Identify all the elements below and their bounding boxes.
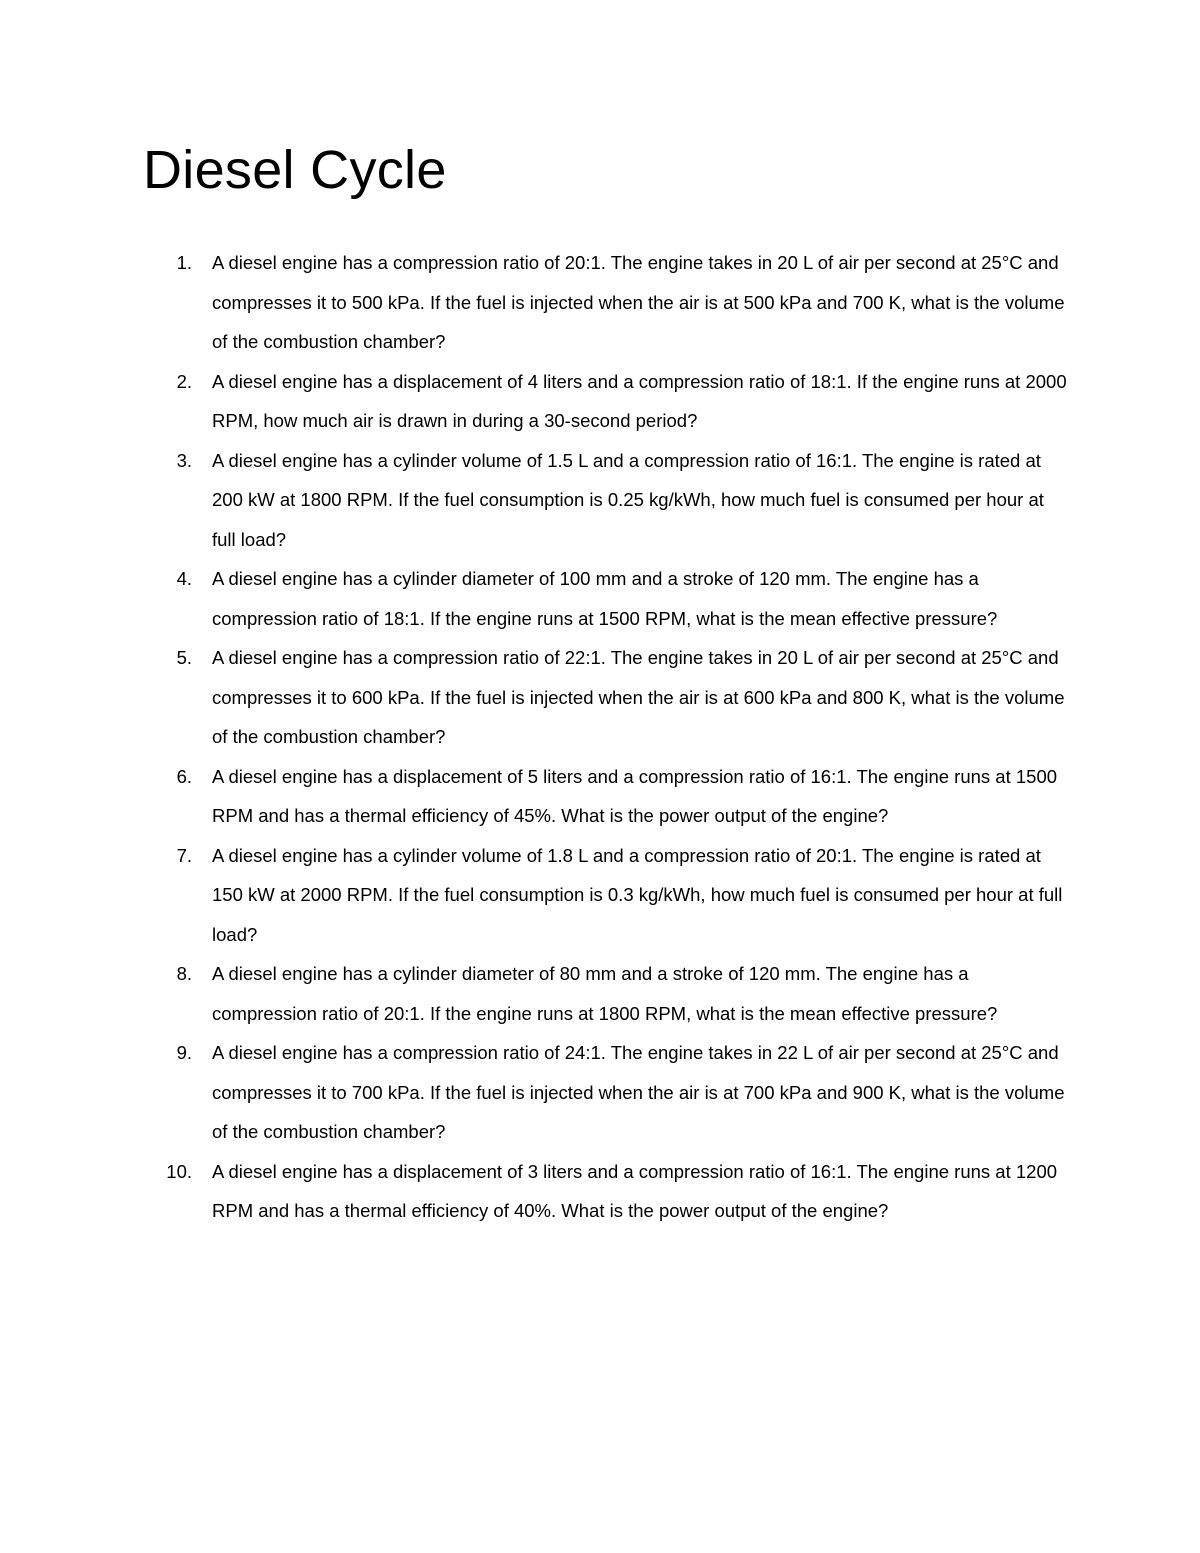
document-title: Diesel Cycle: [143, 140, 447, 200]
question-item: [0, 757, 1072, 836]
question-number: 9.: [176, 1042, 192, 1063]
question-text: A diesel engine has a compression ratio of 24:1. The engine takes in 22 L of air per second at 25°C and compresses it to 700 kPa. If the fuel is injected when the air is at 700 kPa and 900 K, what is the volume of the combustion chamber?: [212, 1042, 1065, 1142]
question-number: 8.: [176, 963, 192, 984]
question-text: A diesel engine has a cylinder diameter of 80 mm and a stroke of 120 mm. The engine has a compression ratio of 20:1. If the engine runs at 1800 RPM, what is the mean effective pressure?: [212, 963, 998, 1024]
question-list: [0, 243, 1200, 1231]
question-item: [0, 954, 1072, 1033]
question-text: A diesel engine has a cylinder volume of 1.5 L and a compression ratio of 16:1. The engine is rated at 200 kW at 1800 RPM. If the fuel consumption is 0.25 kg/kWh, how much fuel is consumed per hour at full load?: [212, 449, 1044, 550]
question-item: [0, 243, 1072, 362]
question-item: [0, 836, 1072, 955]
question-item: [0, 638, 1072, 757]
question-text: A diesel engine has a displacement of 5 liters and a compression ratio of 16:1. The engine runs at 1500 RPM and has a thermal efficiency of 45%. What is the power output of the engine?: [212, 765, 1058, 826]
question-item: [0, 362, 1072, 441]
question-number: 3.: [176, 449, 192, 471]
question-number: 2.: [176, 370, 192, 392]
question-number: 7.: [176, 844, 192, 866]
question-text: A diesel engine has a displacement of 3 liters and a compression ratio of 16:1. The engine runs at 1200 RPM and has a thermal efficiency of 40%. What is the power output of the engine?: [212, 1160, 1058, 1221]
question-text: A diesel engine has a cylinder volume of 1.8 L and a compression ratio of 20:1. The engine is rated at 150 kW at 2000 RPM. If the fuel consumption is 0.3 kg/kWh, how much fuel is consumed per hour at full load?: [212, 844, 1063, 945]
question-number: 4.: [176, 568, 192, 589]
question-item: [0, 1152, 1072, 1231]
question-number: 6.: [176, 765, 192, 787]
question-item: [0, 1033, 1072, 1152]
question-item: [0, 559, 1072, 638]
question-text: A diesel engine has a compression ratio of 22:1. The engine takes in 20 L of air per second at 25°C and compresses it to 600 kPa. If the fuel is injected when the air is at 600 kPa and 800 K, what is the volume of the combustion chamber?: [212, 647, 1065, 747]
question-text: A diesel engine has a cylinder diameter of 100 mm and a stroke of 120 mm. The engine has a compression ratio of 18:1. If the engine runs at 1500 RPM, what is the mean effective pressure?: [212, 568, 998, 629]
question-number: 5.: [176, 647, 192, 668]
question-number: 10.: [166, 1160, 192, 1182]
question-text: A diesel engine has a compression ratio of 20:1. The engine takes in 20 L of air per second at 25°C and compresses it to 500 kPa. If the fuel is injected when the air is at 500 kPa and 700 K, what is the volume of the combustion chamber?: [212, 252, 1065, 352]
question-text: A diesel engine has a displacement of 4 liters and a compression ratio of 18:1. If the engine runs at 2000 RPM, how much air is drawn in during a 30-second period?: [212, 370, 1067, 431]
question-number: 1.: [176, 252, 192, 273]
question-item: [0, 441, 1072, 560]
